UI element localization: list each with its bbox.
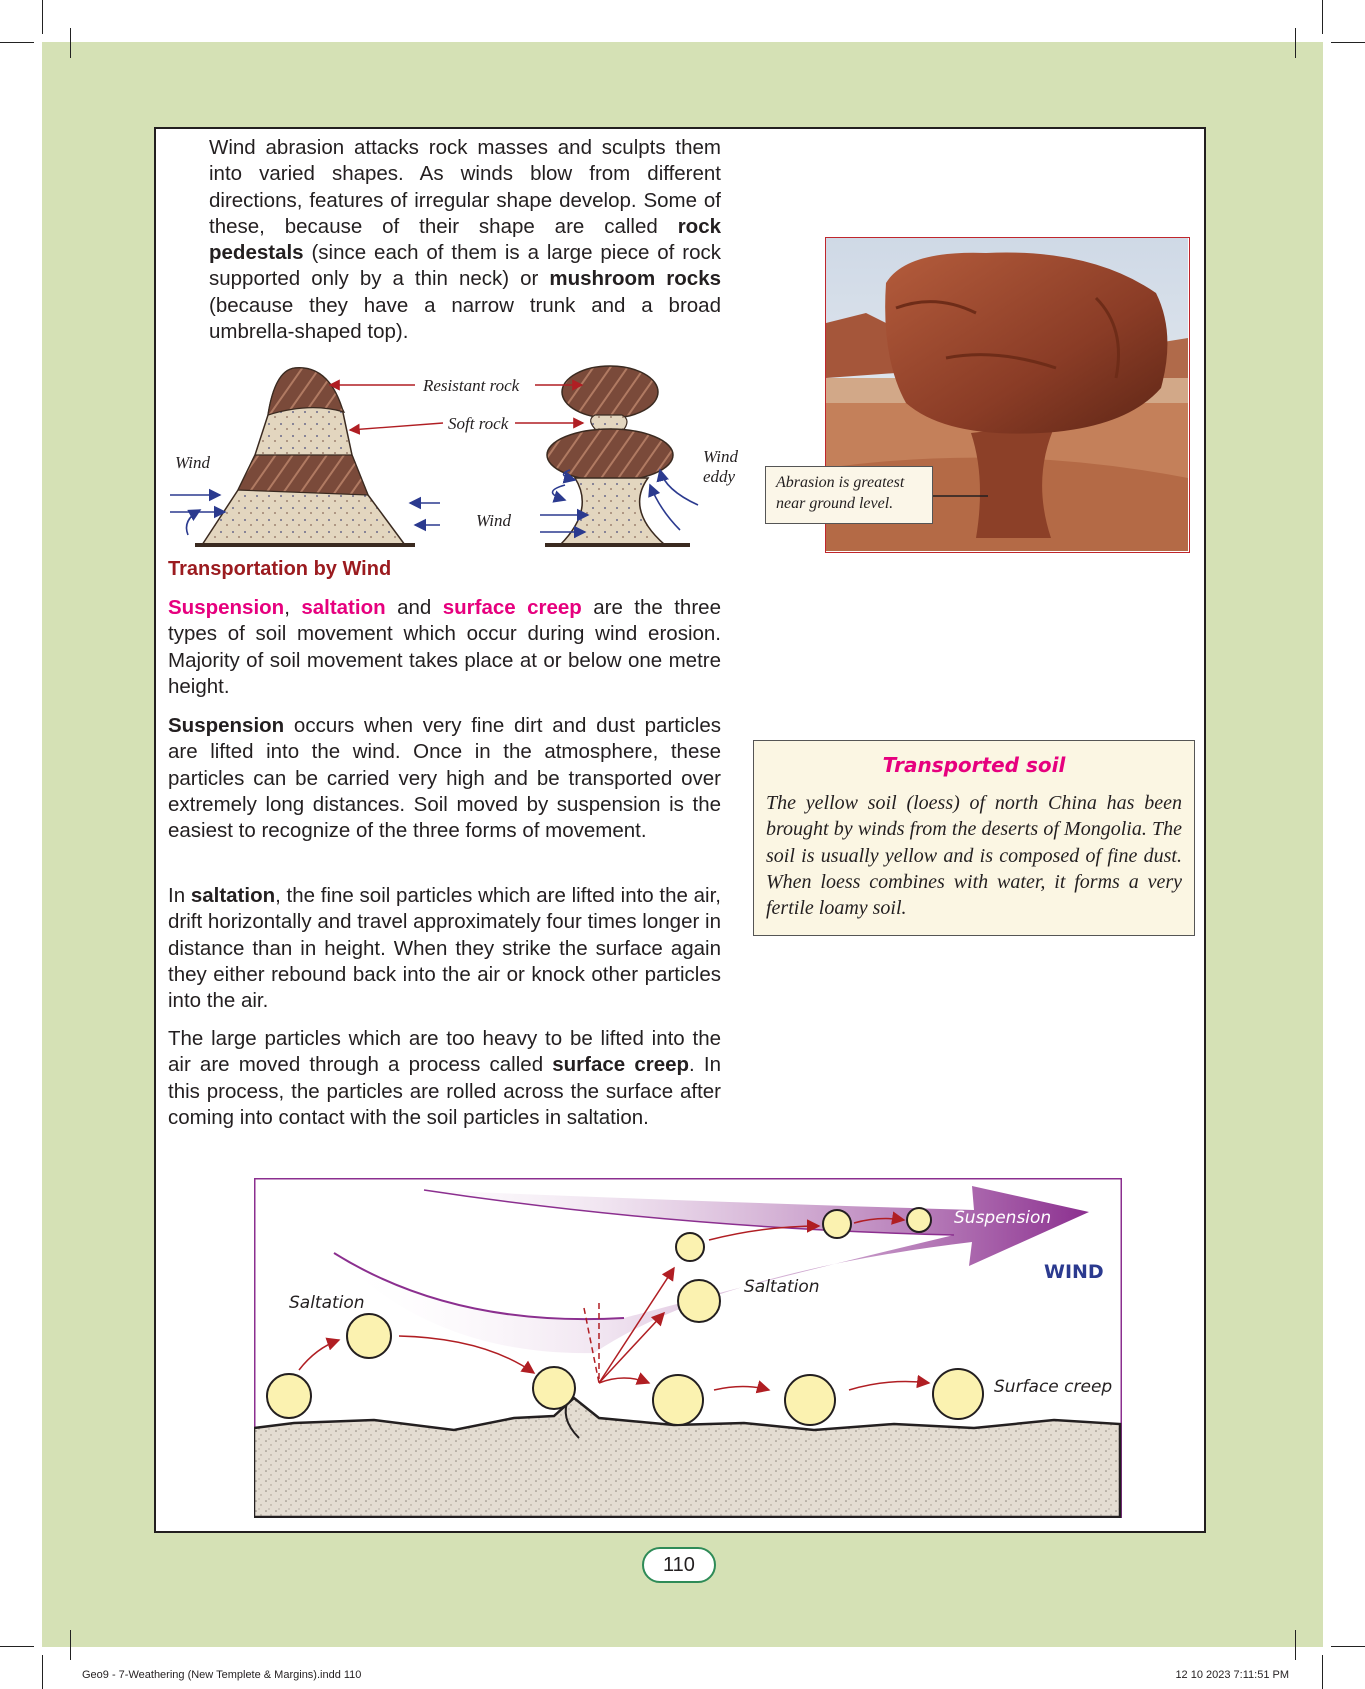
term-suspension: Suspension (168, 596, 285, 619)
particle-creep-4 (933, 1369, 983, 1419)
particle-suspension-1 (676, 1233, 704, 1261)
callout-line-1: Abrasion is greatest (776, 474, 905, 491)
text-run: The large particles which are too heavy to be lifted into the air are moved through a process called (168, 1027, 721, 1077)
intro-paragraph (209, 135, 721, 345)
term-surface-creep: surface creep (442, 596, 582, 619)
label-wind-eddy-line2: eddy (703, 467, 736, 486)
wind-transport-diagram (254, 1178, 1122, 1518)
term-saltation-bold: saltation (190, 884, 276, 907)
label-wind: WIND (1044, 1261, 1104, 1283)
label-suspension: Suspension (954, 1208, 1052, 1228)
label-saltation-right: Saltation (744, 1277, 820, 1297)
crop-mark (1331, 1646, 1365, 1647)
text-run: are the three types of soil movement which occur during wind erosion. Majority of soil movement takes place at or below one metre height. (168, 596, 721, 698)
text-run: and (385, 596, 443, 619)
label-surface-creep: Surface creep (994, 1377, 1113, 1397)
label-soft-rock: Soft rock (448, 414, 509, 433)
label-wind-eddy-line1: Wind (703, 447, 738, 466)
crop-mark (42, 0, 43, 34)
infobox-body: The yellow soil (loess) of north China has been brought by winds from the deserts of Mongolia. The soil is usually yellow and is composed of fine dust. When loess combines with water, it forms a very fertile loamy soil. (766, 792, 1182, 920)
slug-left: Geo9 - 7-Weathering (New Templete & Margins).indd 110 (82, 1669, 362, 1681)
paragraph-surface-creep (168, 1026, 721, 1131)
crop-mark (1295, 28, 1296, 58)
term-surface-creep-bold: surface creep (552, 1053, 690, 1077)
particle-impact (533, 1367, 575, 1409)
text-run: (because they have a narrow trunk and a broad umbrella-shaped top). (209, 293, 721, 344)
text-run: , the fine soil particles which are lifted into the air, drift horizontally and travel approximately four times longer in distance than in height. When they strike the surface again they either rebound back into the air or knock other particles into the air. (168, 884, 721, 1013)
particle-saltation-right (678, 1280, 720, 1322)
slug-right: 12 10 2023 7:11:51 PM (1175, 1669, 1289, 1681)
crop-mark (70, 1630, 71, 1660)
crop-mark (0, 42, 34, 43)
crop-mark (1322, 0, 1323, 34)
left-pedestal (195, 368, 415, 545)
term-saltation: saltation (301, 596, 386, 619)
crop-mark (70, 28, 71, 58)
label-resistant-rock: Resistant rock (423, 376, 520, 395)
term-rock-pedestals: rock pedestals (209, 214, 721, 265)
particle-creep-2 (653, 1375, 703, 1425)
text-run: occurs when very fine dirt and dust particles are lifted into the wind. Once in the atmosphere, these particles can be carried very high and be transported over extremely long distances. Soil moved by suspension is the easiest to recognize of the three forms of movement. (168, 714, 721, 843)
section-heading: Transportation by Wind (168, 558, 392, 580)
text-run: , (284, 596, 302, 619)
paragraph-suspension (168, 713, 721, 844)
label-wind-bottom: Wind (476, 511, 511, 530)
right-mushroom-rock (545, 366, 690, 545)
label-saltation-left: Saltation (289, 1293, 365, 1313)
crop-mark (1322, 1655, 1323, 1689)
text-run: (since each of them is a large piece of rock supported only by a thin neck) or (209, 241, 721, 291)
text-run: . In this process, the particles are rolled across the surface after coming into contact with the soil particles in saltation. (168, 1053, 721, 1129)
crop-mark (0, 1646, 34, 1647)
paragraph-types-of-movement (168, 595, 721, 700)
particle-creep-1 (267, 1374, 311, 1418)
callout-line-2: near ground level. (776, 495, 894, 512)
crop-mark (1295, 1630, 1296, 1660)
particle-creep-3 (785, 1375, 835, 1425)
paragraph-saltation (168, 883, 721, 1014)
abrasion-callout (765, 466, 933, 524)
text-run: Wind abrasion attacks rock masses and sculpts them into varied shapes. As winds blow from different directions, features of irregular shape develop. Some of these, because of their shape are called (209, 136, 721, 238)
particle-saltation-left (347, 1314, 391, 1358)
infobox-title: Transported soil (882, 753, 1066, 777)
term-mushroom-rocks: mushroom rocks (549, 267, 721, 291)
label-wind-left: Wind (175, 453, 210, 472)
page-number: 110 (642, 1547, 716, 1583)
particle-suspension-2 (823, 1210, 851, 1238)
rock-pedestal-diagram (170, 360, 750, 560)
crop-mark (42, 1655, 43, 1689)
particle-suspension-3 (907, 1208, 931, 1232)
transported-soil-box (753, 740, 1195, 936)
term-suspension-bold: Suspension (168, 714, 285, 737)
crop-mark (1331, 42, 1365, 43)
callout-pointer (930, 490, 990, 502)
text-run: In (168, 884, 191, 907)
